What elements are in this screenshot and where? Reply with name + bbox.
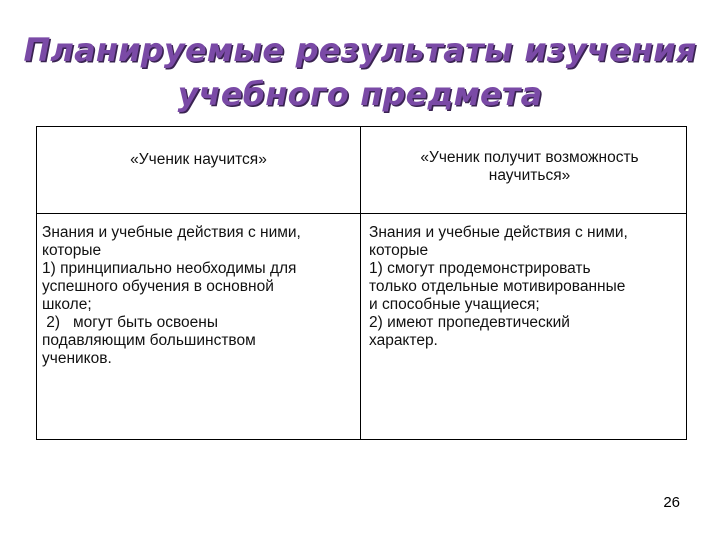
header-cell-opportunity bbox=[361, 127, 687, 214]
body-opportunity-line: Знания и учебные действия с ними, bbox=[369, 224, 628, 241]
body-cell-learns bbox=[37, 214, 361, 440]
header-cell-learns bbox=[37, 127, 361, 214]
body-learns-line: школе; bbox=[42, 296, 92, 313]
header-opportunity-text: «Ученик получит возможность научиться» bbox=[420, 149, 639, 184]
body-learns-line: успешного обучения в основной bbox=[42, 278, 274, 295]
body-learns-line: учеников. bbox=[42, 350, 112, 367]
header-learns-text: «Ученик научится» bbox=[130, 151, 267, 168]
body-opportunity-line: 1) смогут продемонстрировать bbox=[369, 260, 591, 277]
body-learns-line: подавляющим большинством bbox=[42, 332, 256, 349]
body-opportunity-line: 2) имеют пропедевтический bbox=[369, 314, 570, 331]
slide-title bbox=[0, 28, 720, 116]
body-cell-opportunity bbox=[361, 214, 687, 440]
body-opportunity-line: только отдельные мотивированные bbox=[369, 278, 626, 295]
body-opportunity-line: характер. bbox=[369, 332, 438, 349]
body-learns-line: 2) могут быть освоены bbox=[42, 314, 218, 331]
slide-title-line-1: Планируемые результаты изучения bbox=[23, 31, 697, 69]
table-header-row bbox=[37, 127, 687, 214]
body-learns-line: Знания и учебные действия с ними, bbox=[42, 224, 301, 241]
table-body-row bbox=[37, 214, 687, 440]
body-learns-text bbox=[37, 214, 360, 368]
results-table bbox=[36, 126, 687, 440]
body-learns-line: которые bbox=[42, 242, 102, 259]
slide-title-line-2: учебного предмета bbox=[177, 75, 543, 113]
page-number: 26 bbox=[663, 494, 680, 511]
body-opportunity-line: и способные учащиеся; bbox=[369, 296, 540, 313]
body-opportunity-text bbox=[361, 214, 686, 350]
body-learns-line: 1) принципиально необходимы для bbox=[42, 260, 297, 277]
body-opportunity-line: которые bbox=[369, 242, 429, 259]
